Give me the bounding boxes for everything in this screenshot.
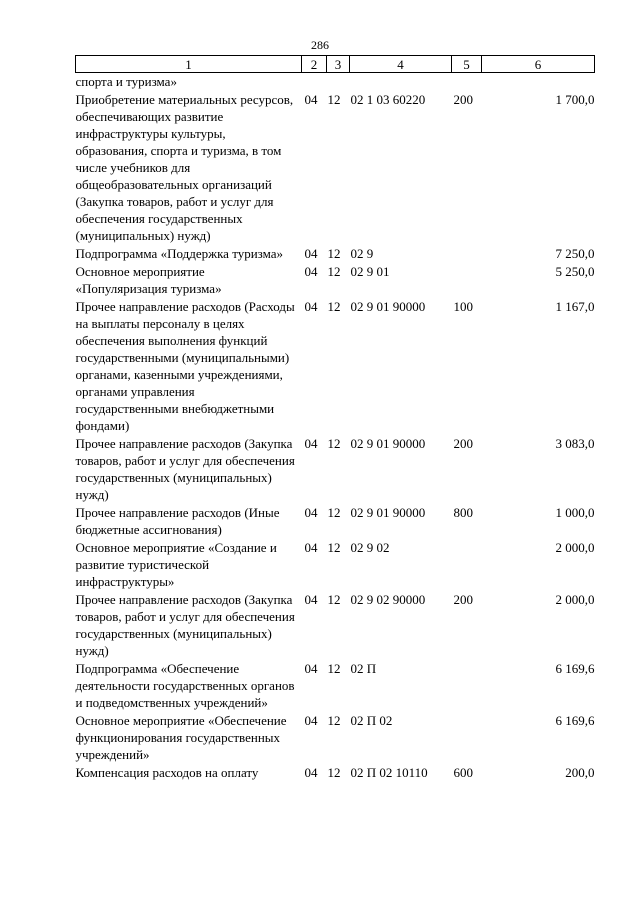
row-name-cell: Основное мероприятие «Популяризация туризма» — [75, 264, 222, 296]
row-name-cell: Компенсация расходов на оплату — [75, 765, 259, 780]
table-row — [76, 90, 595, 244]
row-section-cell: 04 — [304, 661, 318, 676]
row-subsection-cell: 12 — [327, 765, 341, 780]
row-expense-type-cell: 800 — [453, 505, 473, 520]
row-subsection-cell: 12 — [327, 661, 341, 676]
row-expense-type-cell — [452, 244, 482, 262]
table-row — [76, 711, 595, 763]
row-amount-cell: 2 000,0 — [555, 540, 595, 555]
header-cell-3: 3 — [327, 56, 350, 73]
row-name-cell: Прочее направление расходов (Расходы на выплаты персоналу в целях обеспечения выполнения функций государственными (муниципальными) органами, казенными учреждениями, органами управления государственными внебюджетными фондами) — [75, 299, 295, 433]
row-target-code-cell: 02 9 01 — [350, 264, 390, 279]
row-name-cell: Приобретение материальных ресурсов, обеспечивающих развитие инфраструктуры культуры, образования, спорта и туризма, в том числе учебников для общеобразовательных организаций (Закупка товаров, работ и услуг для обеспечения государственных (муниципальных) нужд) — [75, 92, 294, 243]
row-expense-type-cell: 600 — [453, 765, 473, 780]
row-section-cell: 04 — [304, 92, 318, 107]
row-name-cell: Основное мероприятие «Создание и развитие туристической инфраструктуры» — [75, 540, 277, 589]
table-row — [76, 659, 595, 711]
row-subsection-cell: 12 — [327, 246, 341, 261]
row-section-cell: 04 — [304, 592, 318, 607]
row-amount-cell: 1 700,0 — [555, 92, 595, 107]
row-subsection-cell: 12 — [327, 592, 341, 607]
row-expense-type-cell: 200 — [453, 592, 473, 607]
table-row — [76, 434, 595, 503]
row-target-code-cell: 02 П 02 10110 — [350, 765, 428, 780]
row-subsection-cell: 12 — [327, 505, 341, 520]
row-expense-type-cell: 200 — [453, 436, 473, 451]
row-section-cell: 04 — [304, 540, 318, 555]
row-target-code-cell: 02 9 02 — [350, 540, 390, 555]
row-section-cell: 04 — [304, 264, 318, 279]
row-target-code-cell: 02 П — [350, 661, 377, 676]
row-amount-cell: 3 083,0 — [555, 436, 595, 451]
row-subsection-cell: 12 — [327, 540, 341, 555]
row-subsection-cell: 12 — [327, 436, 341, 451]
row-target-code-cell: 02 П 02 — [350, 713, 393, 728]
table-row — [76, 590, 595, 659]
row-target-code-cell: 02 1 03 60220 — [350, 92, 426, 107]
row-amount-cell: 200,0 — [565, 765, 595, 780]
row-expense-type-cell — [452, 262, 482, 297]
row-amount-cell: 1 000,0 — [555, 505, 595, 520]
row-expense-type-cell: 100 — [453, 299, 473, 314]
row-target-code-cell: 02 9 02 90000 — [350, 592, 426, 607]
table-row — [76, 763, 595, 781]
table-body — [76, 73, 595, 782]
row-subsection-cell — [327, 73, 350, 91]
row-section-cell: 04 — [304, 713, 318, 728]
row-amount-cell: 5 250,0 — [555, 264, 595, 279]
table-header — [76, 56, 595, 73]
row-amount-cell — [482, 73, 595, 91]
row-section-cell: 04 — [304, 505, 318, 520]
table-row — [76, 73, 595, 91]
row-target-code-cell — [350, 73, 452, 91]
row-section-cell: 04 — [304, 299, 318, 314]
table-row — [76, 503, 595, 538]
row-section-cell: 04 — [304, 436, 318, 451]
row-expense-type-cell — [452, 538, 482, 590]
row-name-cell: Основное мероприятие «Обеспечение функционирования государственных учреждений» — [75, 713, 287, 762]
row-name-cell: Подпрограмма «Поддержка туризма» — [75, 246, 284, 261]
row-section-cell: 04 — [304, 765, 318, 780]
header-cell-4: 4 — [350, 56, 452, 73]
row-amount-cell: 6 169,6 — [555, 713, 595, 728]
table-row — [76, 297, 595, 434]
row-subsection-cell: 12 — [327, 92, 341, 107]
row-name-cell: Прочее направление расходов (Закупка товаров, работ и услуг для обеспечения государственных (муниципальных) нужд) — [75, 436, 295, 502]
header-cell-5: 5 — [452, 56, 482, 73]
row-target-code-cell: 02 9 — [350, 246, 374, 261]
row-subsection-cell: 12 — [327, 713, 341, 728]
row-target-code-cell: 02 9 01 90000 — [350, 436, 426, 451]
page-number: 286 — [311, 38, 329, 52]
row-target-code-cell: 02 9 01 90000 — [350, 505, 426, 520]
row-name-cell: спорта и туризма» — [75, 74, 177, 89]
row-subsection-cell: 12 — [327, 264, 341, 279]
row-amount-cell: 7 250,0 — [555, 246, 595, 261]
row-amount-cell: 2 000,0 — [555, 592, 595, 607]
budget-table — [75, 55, 595, 781]
row-name-cell: Прочее направление расходов (Иные бюджетные ассигнования) — [75, 505, 280, 537]
row-name-cell: Прочее направление расходов (Закупка товаров, работ и услуг для обеспечения государственных (муниципальных) нужд) — [75, 592, 295, 658]
row-expense-type-cell — [452, 659, 482, 711]
row-expense-type-cell — [452, 73, 482, 91]
row-section-cell — [302, 73, 327, 91]
row-amount-cell: 6 169,6 — [555, 661, 595, 676]
table-row — [76, 538, 595, 590]
table-row — [76, 262, 595, 297]
row-target-code-cell: 02 9 01 90000 — [350, 299, 426, 314]
header-cell-2: 2 — [302, 56, 327, 73]
row-expense-type-cell: 200 — [453, 92, 473, 107]
table-row — [76, 244, 595, 262]
row-subsection-cell: 12 — [327, 299, 341, 314]
header-cell-1: 1 — [76, 56, 302, 73]
row-expense-type-cell — [452, 711, 482, 763]
row-amount-cell: 1 167,0 — [555, 299, 595, 314]
row-section-cell: 04 — [304, 246, 318, 261]
header-cell-6: 6 — [482, 56, 595, 73]
row-name-cell: Подпрограмма «Обеспечение деятельности государственных органов и подведомственных учреждений» — [75, 661, 295, 710]
